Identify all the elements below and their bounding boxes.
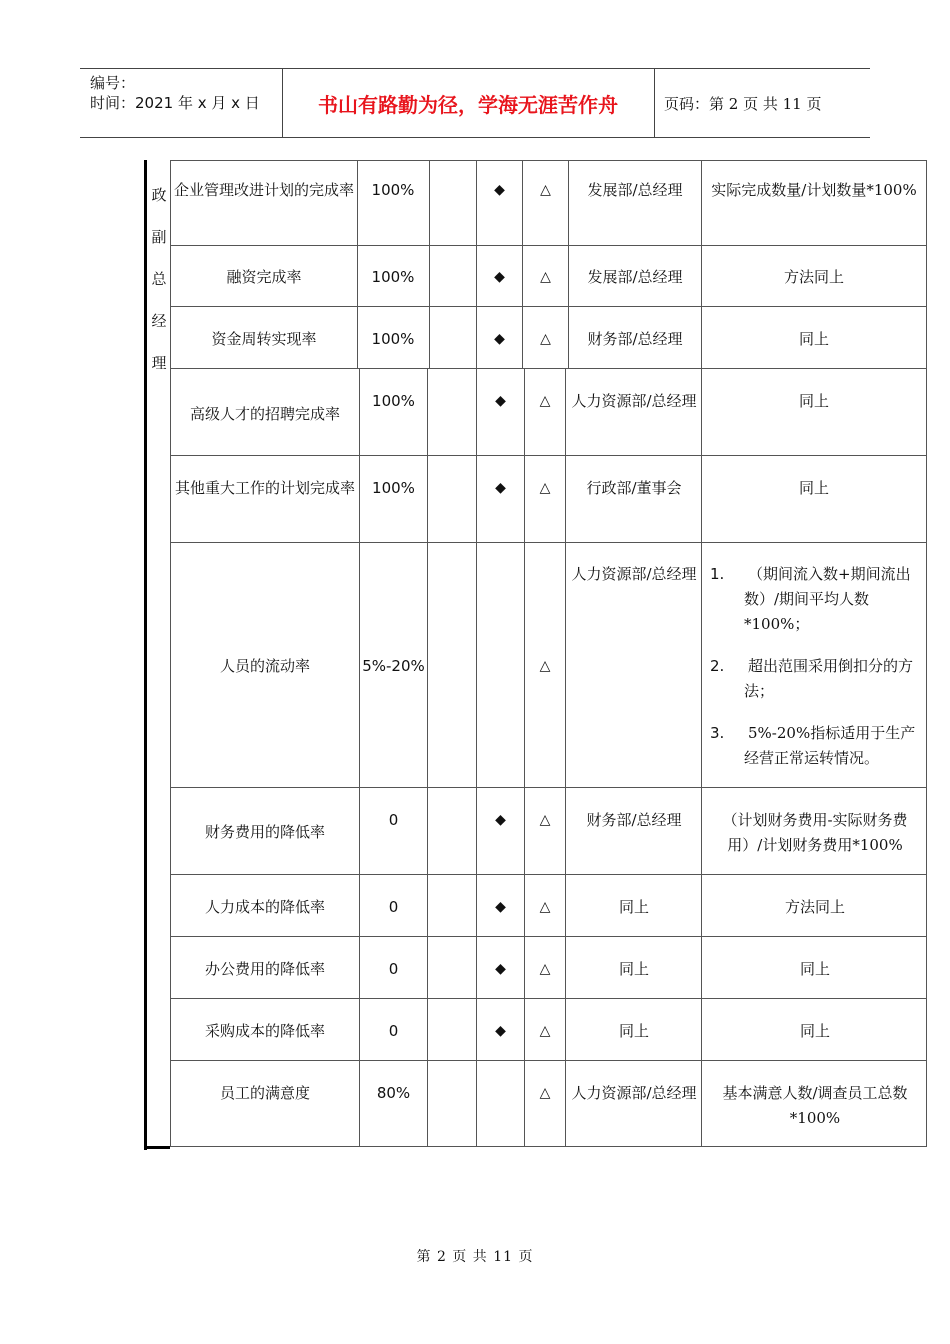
table-rule: [170, 787, 927, 788]
table-rule: [170, 455, 927, 456]
table-bottom-border: [144, 1146, 170, 1149]
group-label-char: 政: [151, 186, 167, 204]
diamond-mark: ◆: [494, 182, 505, 198]
target-cell: 0: [388, 960, 399, 978]
target-cell: 0: [388, 898, 399, 916]
list-number: 3.: [710, 724, 725, 742]
source-cell: 同上: [618, 1022, 649, 1040]
indicator-cell: 高级人才的招聘完成率: [189, 405, 340, 423]
group-label: [148, 174, 170, 384]
table-left-border: [144, 160, 147, 1150]
target-cell: 100%: [371, 268, 415, 286]
table-rule: [170, 874, 927, 875]
triangle-mark: △: [539, 1023, 551, 1039]
header-page-info: 页码：第 2 页 共 11 页: [664, 94, 822, 113]
list-text: 5%-20%指标适用于生产经营正常运转情况。: [744, 724, 916, 767]
document-number-label: 编号：: [90, 74, 136, 92]
target-cell: 100%: [372, 479, 415, 497]
header-divider: [654, 69, 655, 137]
target-cell: 80%: [376, 1084, 411, 1102]
indicator-cell: 企业管理改进计划的完成率: [173, 181, 354, 199]
method-cell: 方法同上: [783, 268, 844, 286]
indicator-cell: 采购成本的降低率: [204, 1022, 325, 1040]
target-cell: 100%: [371, 330, 415, 348]
table-col-rule: [701, 160, 702, 1147]
source-cell: 同上: [618, 898, 649, 916]
triangle-mark: △: [540, 182, 551, 198]
source-cell: 发展部/总经理: [587, 268, 683, 286]
group-label-char: 副: [151, 228, 167, 246]
table-col-rule: [429, 160, 430, 368]
indicator-cell: 其他重大工作的计划完成率: [174, 479, 355, 497]
table-rule: [170, 542, 927, 543]
target-cell: 100%: [371, 181, 415, 199]
header-slogan: 书山有路勤为径，学海无涯苦作舟: [318, 92, 618, 117]
method-cell: 同上: [798, 392, 829, 410]
diamond-mark: ◆: [495, 480, 506, 496]
method-list-item: [710, 562, 922, 637]
table-rule: [170, 1060, 927, 1061]
indicator-cell: 人力成本的降低率: [204, 898, 325, 916]
table-rule: [170, 936, 927, 937]
indicator-cell: 财务费用的降低率: [204, 823, 325, 841]
kpi-table: [144, 160, 927, 1148]
table-col-rule: [170, 160, 171, 1147]
table-rule: [170, 368, 927, 369]
target-cell: 0: [388, 811, 399, 829]
table-col-rule: [565, 368, 566, 1147]
diamond-mark: ◆: [495, 812, 506, 828]
table-col-rule: [476, 160, 477, 1147]
source-cell: 发展部/总经理: [587, 181, 683, 199]
diamond-mark: ◆: [494, 269, 505, 285]
method-cell: 同上: [798, 479, 829, 497]
diamond-mark: ◆: [495, 961, 506, 977]
indicator-cell: 融资完成率: [226, 268, 302, 286]
target-cell: 5%-20%: [362, 657, 425, 675]
table-col-rule: [427, 368, 428, 1147]
source-cell: 人力资源部/总经理: [571, 1084, 697, 1102]
diamond-mark: ◆: [495, 1023, 506, 1039]
triangle-mark: △: [539, 480, 551, 496]
source-cell: 同上: [618, 960, 649, 978]
indicator-cell: 员工的满意度: [219, 1084, 310, 1102]
triangle-mark: △: [540, 269, 551, 285]
list-text: 超出范围采用倒扣分的方法；: [744, 657, 914, 700]
method-list-item: [710, 721, 922, 771]
method-list-item: [710, 654, 922, 704]
triangle-mark: △: [539, 961, 551, 977]
method-cell: 方法同上: [784, 898, 845, 916]
source-cell: 财务部/总经理: [587, 330, 683, 348]
diamond-mark: ◆: [494, 331, 505, 347]
page-footer: 第 2 页 共 11 页: [416, 1249, 534, 1265]
method-cell: 同上: [798, 330, 829, 348]
source-cell: 人力资源部/总经理: [571, 392, 697, 410]
table-rule: [170, 1146, 927, 1147]
table-rule: [170, 160, 927, 161]
table-col-rule: [926, 160, 927, 1147]
diamond-mark: ◆: [495, 393, 506, 409]
document-time-label: 时间：2021 年 x 月 x 日: [90, 94, 260, 112]
triangle-mark: △: [539, 1085, 551, 1101]
target-cell: 0: [388, 1022, 399, 1040]
list-number: 1.: [710, 565, 725, 583]
table-rule: [170, 306, 927, 307]
indicator-cell: 办公费用的降低率: [204, 960, 325, 978]
triangle-mark: △: [539, 899, 551, 915]
source-cell: 人力资源部/总经理: [571, 565, 697, 583]
source-cell: 行政部/董事会: [586, 479, 682, 497]
target-cell: 100%: [372, 392, 415, 410]
triangle-mark: △: [539, 658, 551, 674]
method-cell: 同上: [799, 960, 830, 978]
method-cell: 实际完成数量/计划数量*100%: [711, 181, 917, 199]
method-cell: （计划财务费用-实际财务费用）/计划财务费用*100%: [722, 811, 908, 854]
table-rule: [170, 245, 927, 246]
method-cell: 基本满意人数/调查员工总数*100%: [722, 1084, 908, 1127]
diamond-mark: ◆: [495, 899, 506, 915]
document-header: [80, 68, 870, 138]
indicator-cell: 人员的流动率: [219, 657, 310, 675]
triangle-mark: △: [539, 812, 551, 828]
method-cell: 同上: [799, 1022, 830, 1040]
list-number: 2.: [710, 657, 725, 675]
group-label-char: 理: [151, 354, 167, 372]
group-label-char: 总: [151, 270, 167, 288]
group-label-char: 经: [151, 312, 167, 330]
triangle-mark: △: [540, 331, 551, 347]
source-cell: 财务部/总经理: [586, 811, 682, 829]
list-text: （期间流入数+期间流出数）/期间平均人数*100%；: [744, 565, 911, 633]
header-meta: [90, 73, 260, 113]
table-rule: [170, 998, 927, 999]
triangle-mark: △: [539, 393, 551, 409]
indicator-cell: 资金周转实现率: [211, 330, 317, 348]
